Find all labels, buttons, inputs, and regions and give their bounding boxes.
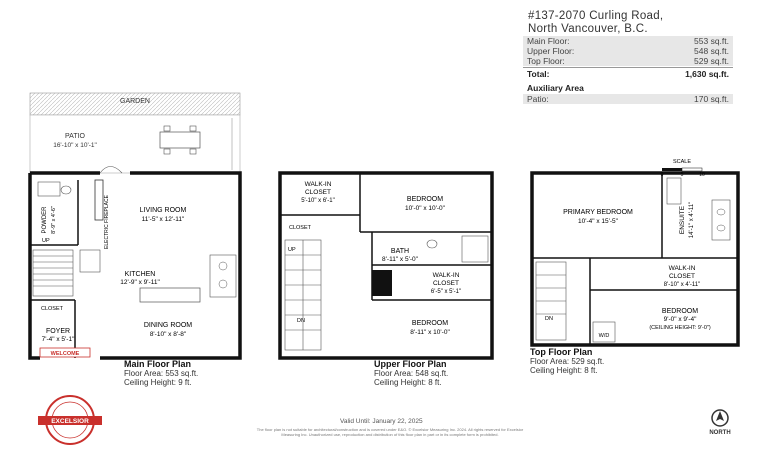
caption-title: Main Floor Plan [124,359,192,369]
north-arrow [712,410,728,426]
fireplace-unit [95,180,103,220]
powder-dimensions: 8'-9" x 4'-6" [51,206,57,234]
upper-walkin2-closet-label: CLOSET [432,280,460,287]
top-floor-plan [532,159,738,345]
disclaimer-text: The floor plan is not suitable for architectural/construction and is covered under E&O. © Excelsior Measuring Inc. 2024. All rights reserved for Excelsior Measuring Inc. Unauthorized use, reproduction and distribution of this floor plan in part or in its complete form is prohibited. [256,427,524,437]
top-walkin-label: WALK-IN [668,265,696,272]
upper-dn-label: DN [297,318,305,324]
living-room-dimensions: 11'-5" x 12'-11" [141,216,185,223]
main-up-label: UP [42,238,50,244]
bath-label: BATH [390,248,410,255]
excelsior-logo [38,396,102,444]
upper-floor-plan [280,173,492,358]
area-value: 170 sq.ft. [694,94,729,104]
powder-label: POWDER [42,206,48,234]
scale-bar [662,168,702,171]
fridge [80,250,100,272]
top-walkin-dimensions: 8'-10" x 4'-11" [663,282,701,288]
upper-walkin-label: WALK-IN [304,181,332,188]
kitchen-label: KITCHEN [124,271,156,278]
dining-room-label: DINING ROOM [143,322,193,329]
area-label: Patio: [527,94,549,104]
ensuite-vanity [712,200,730,240]
scale-tick-5: 5 [680,172,684,178]
bath-dimensions: 8'-11" x 5'-0" [382,256,418,263]
top-bedroom-ceiling: (CEILING HEIGHT: 9'-0") [649,325,711,331]
caption-height: Ceiling Height: 8 ft. [374,378,442,387]
kitchen-counter [210,255,236,297]
caption-title: Upper Floor Plan [374,359,447,369]
kitchen-dimensions: 12'-9" x 9'-11" [120,279,160,286]
fireplace-label: ELECTRIC FIREPLACE [104,195,110,249]
upper-bedroom2-label: BEDROOM [411,320,449,327]
washer-dryer-label: W/D [598,333,610,339]
upper-closet-label: CLOSET [288,225,312,231]
caption-area: Floor Area: 548 sq.ft. [374,369,449,378]
scale-tick-0: 0 [660,172,664,178]
address-line-1: #137-2070 Curling Road, [528,10,664,22]
scale-tick-10: 10 [699,172,705,178]
patio-label: PATIO [65,133,85,140]
upper-tub [462,236,488,262]
upper-bedroom2-dimensions: 8'-11" x 10'-0" [410,329,450,336]
area-value: 553 sq.ft. [694,36,729,46]
foyer-label: FOYER [45,328,71,335]
caption-height: Ceiling Height: 8 ft. [530,366,598,375]
upper-bedroom-label: BEDROOM [406,196,444,203]
valid-until: Valid Until: January 22, 2025 [340,418,423,425]
top-walkin-closet-label: CLOSET [668,273,696,280]
upper-walkin-dimensions: 5'-10" x 6'-1" [301,198,335,204]
garden-label: GARDEN [120,98,150,105]
washer-dryer [593,322,615,342]
upper-up-label: UP [288,247,296,253]
area-label: Total: [527,69,550,79]
area-label: Upper Floor: [527,46,575,56]
kitchen-island [140,288,200,302]
living-room-label: LIVING ROOM [139,207,187,214]
upper-walkin-closet-label: CLOSET [304,189,332,196]
address-line-2: North Vancouver, B.C. [528,23,648,35]
upper-bedroom-dimensions: 10'-0" x 10'-0" [405,205,445,212]
top-floor-caption [530,348,604,375]
caption-area: Floor Area: 529 sq.ft. [530,357,605,366]
scale-label: SCALE [672,159,692,165]
patio-table [160,132,200,148]
upper-stairs [285,240,321,350]
area-label: Main Floor: [527,36,570,46]
top-bedroom-dimensions: 9'-0" x 9'-4" [663,316,697,323]
top-bedroom-label: BEDROOM [661,308,699,315]
caption-height: Ceiling Height: 9 ft. [124,378,192,387]
area-value: 1,630 sq.ft. [685,69,729,79]
main-closet-label: CLOSET [40,306,64,312]
area-value: 548 sq.ft. [694,46,729,56]
primary-bedroom-dimensions: 10'-4" x 15'-5" [578,218,618,225]
main-floor-caption [124,360,198,387]
ensuite-shower [667,178,681,204]
welcome-label: WELCOME [50,351,80,357]
north-label: NORTH [709,430,731,436]
main-floor-plan [30,93,240,358]
upper-floor-caption [374,360,448,387]
main-stairs [33,250,73,296]
primary-bedroom-label: PRIMARY BEDROOM [563,209,633,216]
area-value: 529 sq.ft. [694,56,729,66]
dining-room-dimensions: 8'-10" x 8'-8" [149,331,187,338]
top-dn-label: DN [545,316,553,322]
upper-walkin2-label: WALK-IN [432,272,460,279]
logo-text: EXCELSIOR [51,418,89,425]
top-stairs [536,262,566,340]
caption-title: Top Floor Plan [530,347,593,357]
foyer-dimensions: 7'-4" x 5'-1" [41,336,75,343]
upper-walkin2-dimensions: 6'-5" x 5'-1" [430,289,462,295]
area-label: Top Floor: [527,56,565,66]
upper-mechanical [372,270,392,296]
ensuite-label: ENSUITE [679,205,686,235]
ensuite-dimensions: 14'-1" x 4'-11" [689,201,695,239]
auxiliary-heading: Auxiliary Area [523,82,733,94]
patio-dimensions: 16'-10" x 10'-1" [53,142,97,149]
caption-area: Floor Area: 553 sq.ft. [124,369,199,378]
